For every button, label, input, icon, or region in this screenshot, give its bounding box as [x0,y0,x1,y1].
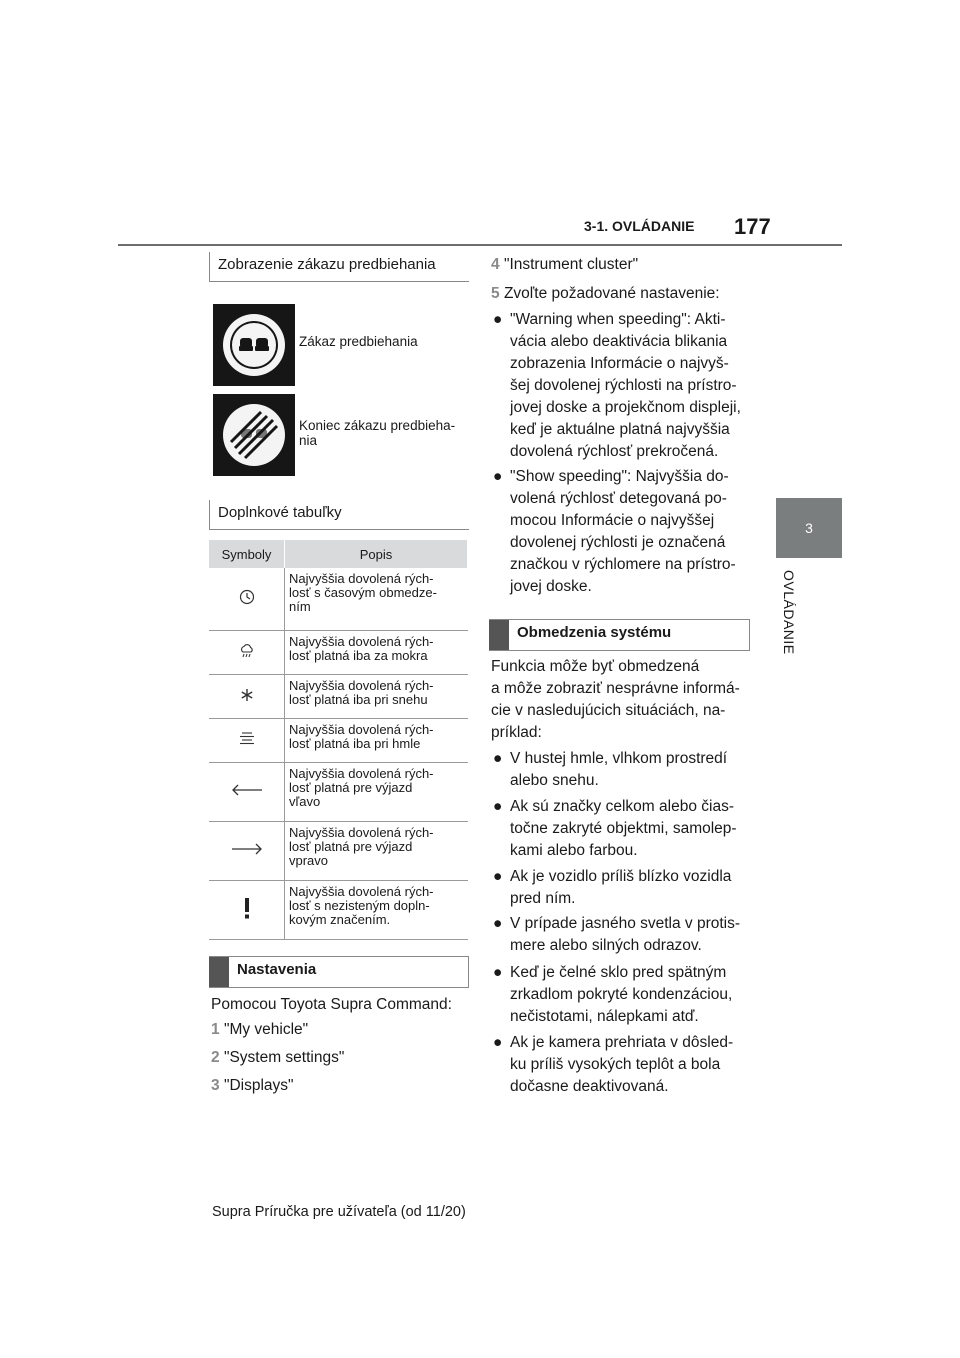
bullet-icon: ● [493,798,503,815]
table-row [209,821,468,880]
bullet-text: V prípade jasného svetla v protis- mere alebo silných odrazov. [510,915,741,954]
step-number: 5 [491,285,500,302]
settings-bullet [493,466,755,598]
settings-bullet [493,309,755,463]
chapter-number: 3 [805,520,813,536]
step-number: 3 [211,1077,220,1094]
step-2 [211,1047,344,1069]
settings-heading-box [209,956,469,988]
table-cell-description: Najvyššia dovolená rých- losť platná pre výjazd vľavo [285,762,468,821]
arrow-right-icon [231,844,263,859]
table-row [209,762,468,821]
arrow-left-icon [231,785,263,800]
bullet-text: "Show speeding": Najvyššia do- volená rýchlosť detegovaná po- mocou Informácie o najvyššej dovolenej rýchlosti je označená značkou v rýchlomere na prístro- jovej doske. [510,468,736,595]
table-cell-description: Najvyššia dovolená rých- losť platná iba pri snehu [285,674,468,718]
section-title: 3-1. OVLÁDANIE [584,218,695,234]
chapter-tab [776,498,842,558]
table-cell-description: Najvyššia dovolená rých- losť platná iba pri hmle [285,718,468,762]
chapter-label: OVLÁDANIE [781,570,797,655]
limits-bullet [493,796,755,862]
fog-icon [238,735,256,750]
supplementary-table [209,540,468,940]
table-row [209,880,468,939]
overtaking-heading-box [209,252,469,282]
bullet-icon: ● [493,311,503,328]
clock-icon [239,593,255,608]
supplementary-heading: Doplnkové tabuľky [218,504,342,521]
rain-cloud-icon [239,647,255,662]
limits-bullet [493,866,755,910]
end-no-overtaking-sign-icon [213,394,295,476]
bullet-text: V hustej hmle, vlhkom prostredí alebo snehu. [510,750,728,789]
limits-heading: Obmedzenia systému [517,623,672,641]
step-1 [211,1019,308,1041]
page-number: 177 [734,214,771,239]
bullet-text: Keď je čelné sklo pred spätným zrkadlom pokryté kondenzáciou, nečistotami, nálepkami atď. [510,964,733,1025]
limits-bullet [493,748,755,792]
end-no-overtaking-caption: Koniec zákazu predbieha- nia [299,418,456,448]
bullet-icon: ● [493,750,503,767]
header-rule [118,244,842,246]
table-row [209,630,468,674]
supplementary-heading-box [209,500,469,530]
limits-intro: Funkcia môže byť obmedzená a môže zobraziť nesprávne informá- cie v nasledujúcich situáciách, na- príklad: [491,658,740,741]
step-number: 4 [491,256,500,273]
settings-heading: Nastavenia [237,960,317,978]
step-number: 2 [211,1049,220,1066]
heading-marker [209,957,229,987]
table-header-description: Popis [285,540,468,568]
no-overtaking-sign-icon [213,304,295,386]
table-cell-description: Najvyššia dovolená rých- losť s nezisteným dopln- kovým značením. [285,880,468,939]
step-text: "Displays" [223,1077,294,1094]
table-cell-description: Najvyššia dovolená rých- losť platná pre výjazd vpravo [285,821,468,880]
table-row [209,674,468,718]
step-text: Zvoľte požadované nastavenie: [503,285,720,302]
heading-marker [489,620,509,650]
bullet-text: Ak je kamera prehriata v dôsled- ku príliš vysokých teplôt a bola dočasne deaktivovaná. [510,1034,734,1095]
step-4 [491,254,638,276]
limits-bullet [493,913,755,957]
step-5 [491,283,720,305]
limits-bullet [493,1032,755,1098]
snowflake-icon [240,690,254,705]
exclamation-icon [243,907,251,922]
table-row [209,568,468,630]
table-header-symbols: Symboly [209,540,285,568]
step-text: "My vehicle" [223,1021,309,1038]
step-3 [211,1075,294,1097]
bullet-icon: ● [493,1034,503,1051]
no-overtaking-caption: Zákaz predbiehania [299,334,418,349]
step-text: "System settings" [223,1049,345,1066]
step-number: 1 [211,1021,220,1038]
bullet-icon: ● [493,468,503,485]
table-cell-description: Najvyššia dovolená rých- losť platná iba za mokra [285,630,468,674]
bullet-text: Ak sú značky celkom alebo čias- točne zakryté objektmi, samolep- kami alebo farbou. [510,798,737,859]
table-cell-description: Najvyššia dovolená rých- losť s časovým obmedze- ním [285,568,468,630]
bullet-icon: ● [493,915,503,932]
table-header-row [209,540,468,568]
bullet-text: "Warning when speeding": Akti- vácia alebo deaktivácia blikania zobrazenia Informácie o najvyš- šej dovolenej rýchlosti na prístro- jovej doske a projekčnom displeji, keď je aktuálne platná najvyššia dovolená rýchlosť prekročená. [510,311,741,460]
overtaking-heading: Zobrazenie zákazu predbiehania [218,256,436,273]
table-row [209,718,468,762]
step-text: "Instrument cluster" [503,256,639,273]
footer-text: Supra Príručka pre užívateľa (od 11/20) [212,1204,466,1220]
bullet-text: Ak je vozidlo príliš blízko vozidla pred ním. [510,868,732,907]
limits-bullet [493,962,755,1028]
chapter-label-wrap [781,570,807,660]
bullet-icon: ● [493,964,503,981]
bullet-icon: ● [493,868,503,885]
limits-heading-box [489,619,750,651]
settings-intro: Pomocou Toyota Supra Command: [211,996,452,1013]
